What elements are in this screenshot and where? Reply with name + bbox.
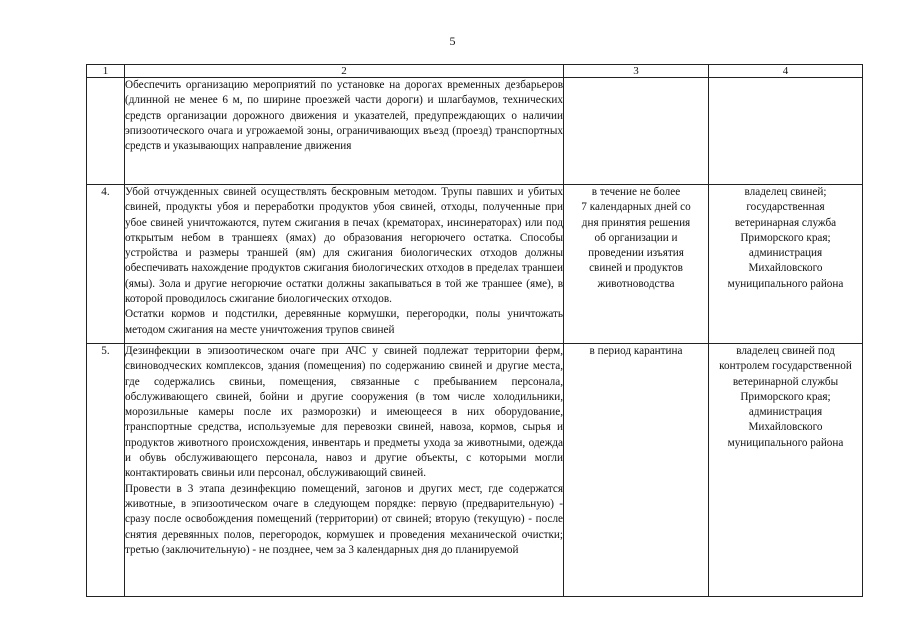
measure-text [125, 344, 564, 597]
measures-table [86, 64, 863, 597]
responsible-line: Приморского края; [740, 231, 831, 244]
column-header: 3 [564, 65, 709, 78]
term-cell [564, 78, 709, 185]
table-header-row [87, 65, 863, 78]
measure-paragraph: Дезинфекции в эпизоотическом очаге при АЧС у свиней подлежат территории ферм, свиноводческих комплексов, здания (помещения) по содержанию свиней и другие места, где содержались свиньи, помещения, связанные с пребыванием персонала, обслуживающего свиней, бойни и другие сооружения (в том числе холодильники, морозильные камеры после их разморозки) и имеющееся в них оборудование, транспортные средства, используемые для перевозки свиней, навоза, кормов, сырья и продуктов животного происхождения, инвентарь и предметы ухода за животными, одежда и обувь обслуживающего персонала, навоз и другие объекты, с которыми могли контактировать свиньи или персонал, обслуживающий свиней. [125, 345, 563, 480]
column-header: 1 [87, 65, 125, 78]
responsible-line: ветеринарная служба [734, 216, 837, 229]
table-row [87, 344, 863, 597]
responsible-line: муниципального района [727, 436, 844, 449]
column-header: 4 [709, 65, 863, 78]
row-number [87, 78, 125, 185]
responsible-line: Приморского края; [740, 390, 831, 403]
responsible-cell [709, 185, 863, 344]
row-number: 5. [87, 344, 125, 597]
responsible-line: ветеринарной службы [732, 375, 839, 388]
column-header: 2 [125, 65, 564, 78]
measure-text [125, 78, 564, 185]
responsible-line: владелец свиней; [744, 186, 827, 198]
page-number: 5 [449, 34, 456, 48]
term-cell [564, 185, 709, 344]
measure-paragraph: Остатки кормов и подстилки, деревянные кормушки, перегородки, полы уничтожать методом сжигания на месте уничтожения трупов свиней [125, 308, 563, 336]
term-cell [564, 344, 709, 597]
measure-paragraph: Провести в 3 этапа дезинфекцию помещений, загонов и других мест, где содержатся животные, в эпизоотическом очаге в следующем порядке: первую (предварительную) - сразу после освобождения помещений (территории) от свиней; вторую (текущую) - после снятия деревянных полов, перегородок, кормушек и проведения механической очистки; третью (заключительную) - не позднее, чем за 3 календарных дня до планируемой [125, 482, 563, 556]
table-row [87, 185, 863, 344]
responsible-line: контролем государственной [719, 360, 852, 373]
responsible-line: муниципального района [727, 277, 844, 290]
responsible-line: государственная [746, 201, 825, 214]
responsible-cell [709, 78, 863, 185]
term-line: дня принятия решения [581, 216, 691, 229]
term-line: в течение не более [591, 186, 681, 198]
responsible-line: администрация [748, 247, 823, 260]
term-line: в период карантина [589, 345, 683, 357]
responsible-line: администрация [748, 406, 823, 419]
term-line: об организации и [594, 231, 678, 244]
measure-text [125, 185, 564, 344]
measure-paragraph: Обеспечить организацию мероприятий по установке на дорогах временных дезбарьеров (длинной не менее 6 м, по ширине проезжей части дороги) и шлагбаумов, технических средств организации дорожного движения и указателей, предупреждающих о наличии эпизоотического очага и угрожаемой зоны, ограничивающих въезд (проезд) транспортных средств и указывающих направление движения [125, 79, 563, 153]
term-line: животноводства [597, 277, 675, 290]
table-row [87, 78, 863, 185]
responsible-line: Михайловского [748, 421, 823, 434]
responsible-line: владелец свиней под [736, 345, 835, 357]
term-line: 7 календарных дней со [581, 201, 691, 214]
responsible-cell [709, 344, 863, 597]
term-line: проведении изъятия [588, 247, 684, 260]
row-number: 4. [87, 185, 125, 344]
measure-paragraph: Убой отчужденных свиней осуществлять бескровным методом. Трупы павших и убитых свиней, продукты убоя и переработки продуктов убоя свиней, отходы, полученные при убое свиней уничтожаются, путем сжигания в печах (крематорах, инсинераторах) или под открытым небом в траншеях (ямах) до образования негорючего остатка. Способы устройства и размеры траншей (ям) для сжигания биологических отходов должны обеспечивать нахождение продуктов сжигания биологических отходов в пределах траншеи (ямы). Зола и другие негорючие остатки должны закапываться в той же траншее (яме), в которой проводилось сжигание биологических отходов. [125, 186, 563, 306]
term-line: свиней и продуктов [589, 262, 683, 275]
responsible-line: Михайловского [748, 262, 823, 275]
